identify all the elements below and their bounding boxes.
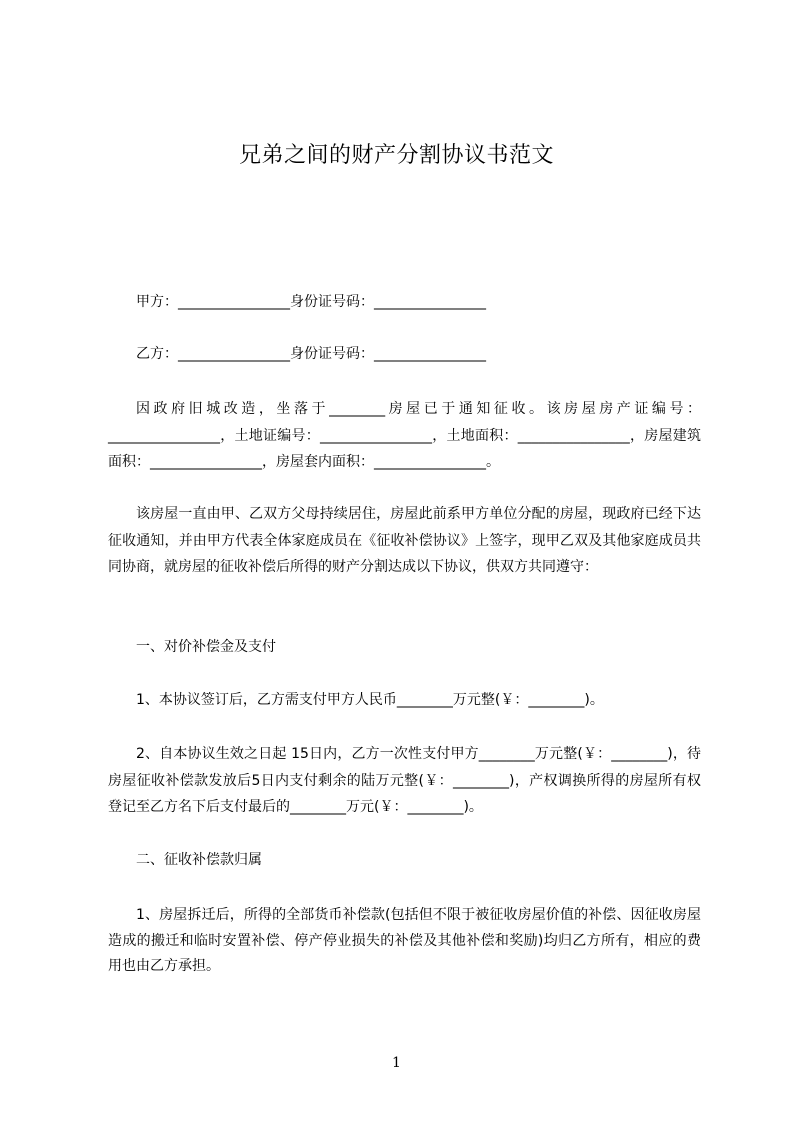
section-1-item-1: 1、本协议签订后，乙方需支付甲方人民币________万元整(￥：________)。 (136, 692, 604, 708)
section-2-heading: 二、征收补偿款归属 (136, 852, 262, 868)
section-1-item-2: 2、自本协议生效之日起 15日内，乙方一次性支付甲方________万元整(￥：________)，待房屋征收补偿款发放后5日内支付剩余的陆万元整(￥：________)，产权调换所得的房屋所有权登记至乙方名下后支付最后的________万元(￥：________)。 (108, 746, 701, 815)
background-paragraph: 该房屋一直由甲、乙双方父母持续居住，房屋此前系甲方单位分配的房屋，现政府已经下达征收通知，并由甲方代表全体家庭成员在《征收补偿协议》上签字，现甲乙双及其他家庭成员共同协商，就房屋的征收补偿后所得的财产分割达成以下协议，供双方共同遵守： (108, 506, 701, 575)
property-paragraph: 因政府旧城改造，坐落于________房屋已于通知征收。该房屋房产证编号：________________，土地证编号：________________，土地面积：________________，房屋建筑面积：________________，房屋套内面积：________________。 (108, 401, 701, 470)
page-number: 1 (392, 1055, 401, 1071)
party-a-line: 甲方：________________身份证号码：________________ (136, 294, 486, 310)
document-title: 兄弟之间的财产分割协议书范文 (238, 143, 554, 168)
section-2-item-1: 1、房屋拆迁后，所得的全部货币补偿款(包括但不限于被征收房屋价值的补偿、因征收房屋造成的搬迁和临时安置补偿、停产停业损失的补偿及其他补偿和奖励)均归乙方所有，相应的费用也由乙方承担。 (108, 907, 701, 974)
party-b-line: 乙方：________________身份证号码：________________ (136, 346, 486, 362)
section-1-heading: 一、对价补偿金及支付 (136, 639, 276, 655)
